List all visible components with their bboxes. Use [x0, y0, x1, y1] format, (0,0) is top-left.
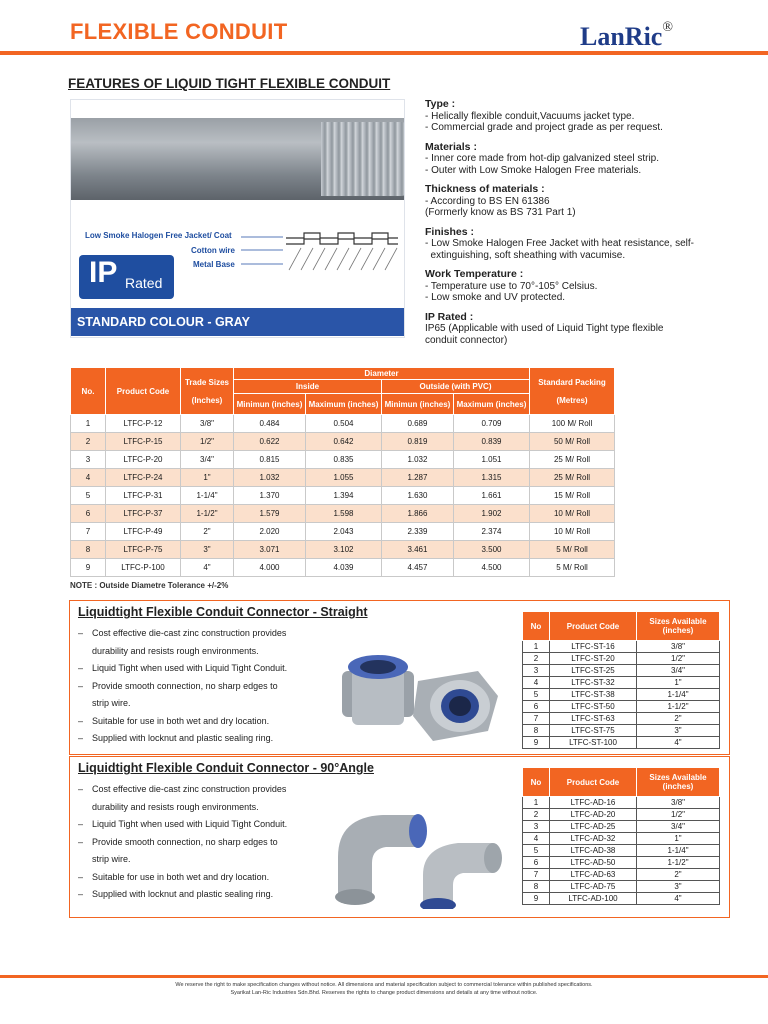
footer-divider: [0, 975, 768, 978]
table-cell: LTFC-AD-100: [550, 893, 637, 905]
bullet-item: –Liquid Tight when used with Liquid Tight Conduit.: [78, 663, 288, 673]
bullet-item: –Suitable for use in both wet and dry location.: [78, 715, 270, 726]
table-cell: LTFC-AD-50: [550, 857, 637, 869]
table-cell: 4": [181, 559, 234, 577]
col-no: No: [523, 612, 550, 641]
spec-line: - Temperature use to 70°-105° Celsius.: [425, 280, 598, 292]
spec-line: - According to BS EN 61386: [425, 195, 550, 207]
table-cell: 3/4": [637, 821, 720, 833]
table-cell: LTFC-P-100: [106, 559, 181, 577]
table-cell: 0.835: [305, 451, 381, 469]
table-cell: 0.622: [234, 433, 306, 451]
col-inside: Inside: [234, 380, 382, 394]
table-cell: 100 M/ Roll: [530, 415, 615, 433]
table-cell: 3/8": [637, 641, 720, 653]
table-cell: 4.457: [381, 559, 453, 577]
col-product-code: Product Code: [550, 612, 637, 641]
spec-heading: Finishes :: [425, 225, 475, 238]
table-cell: 6: [523, 701, 550, 713]
spec-line: - Helically flexible conduit,Vacuums jacket type.: [425, 110, 635, 122]
table-row: [523, 677, 720, 689]
col-no: No: [523, 768, 550, 797]
table-cell: 1: [523, 641, 550, 653]
bullet-item: strip wire.: [92, 854, 131, 864]
table-cell: 0.484: [234, 415, 306, 433]
table-cell: 4.500: [453, 559, 529, 577]
table-row: [71, 505, 615, 523]
table-cell: 1.579: [234, 505, 306, 523]
table-row: [71, 523, 615, 541]
table-cell: 4": [637, 737, 720, 749]
table-cell: 1/2": [637, 809, 720, 821]
table-cell: 3/4": [181, 451, 234, 469]
table-cell: LTFC-P-24: [106, 469, 181, 487]
table-cell: 3: [523, 665, 550, 677]
table-cell: 8: [71, 541, 106, 559]
table-cell: 1: [523, 797, 550, 809]
table-row: [523, 881, 720, 893]
col-outside-min: Minimun (inches): [381, 394, 453, 415]
spec-heading: Type :: [425, 98, 456, 110]
spec-line: IP65 (Applicable with used of Liquid Tight type flexible: [425, 323, 664, 334]
table-cell: 1/2": [181, 433, 234, 451]
table-cell: 1.902: [453, 505, 529, 523]
table-cell: 0.642: [305, 433, 381, 451]
table-cell: LTFC-AD-25: [550, 821, 637, 833]
spec-heading: Thickness of materials :: [425, 183, 545, 195]
table-cell: 8: [523, 725, 550, 737]
table-cell: 1.370: [234, 487, 306, 505]
bullet-item: –Cost effective die-cast zinc construction provides: [78, 628, 287, 638]
tolerance-note: NOTE : Outside Diametre Tolerance +/-2%: [70, 581, 229, 590]
bullet-item: –Suitable for use in both wet and dry location.: [78, 871, 270, 882]
table-cell: 7: [523, 869, 550, 881]
table-cell: 4: [523, 677, 550, 689]
spec-line: conduit connector): [425, 334, 508, 346]
table-row: [523, 833, 720, 845]
table-cell: 3.500: [453, 541, 529, 559]
spec-list: [425, 99, 745, 354]
table-cell: 5: [523, 845, 550, 857]
table-cell: LTFC-P-75: [106, 541, 181, 559]
bullet-item: –Provide smooth connection, no sharp edges to: [78, 836, 278, 847]
table-cell: 3": [181, 541, 234, 559]
straight-size-table: [522, 611, 720, 749]
bullet-item: strip wire.: [92, 698, 131, 708]
table-cell: 1.630: [381, 487, 453, 505]
table-row: [523, 653, 720, 665]
table-cell: 1.051: [453, 451, 529, 469]
col-inside-max: Maximum (inches): [305, 394, 381, 415]
table-cell: 3": [637, 725, 720, 737]
table-cell: 0.504: [305, 415, 381, 433]
table-cell: 1.055: [305, 469, 381, 487]
table-cell: 1": [637, 677, 720, 689]
col-sizes: Sizes Available (inches): [637, 612, 720, 641]
table-cell: 9: [71, 559, 106, 577]
table-row: [523, 797, 720, 809]
straight-section-title: Liquidtight Flexible Conduit Connector - Straight: [78, 605, 368, 619]
table-cell: 5: [71, 487, 106, 505]
table-cell: LTFC-ST-100: [550, 737, 637, 749]
table-cell: 15 M/ Roll: [530, 487, 615, 505]
table-cell: 1": [637, 833, 720, 845]
table-row: [523, 701, 720, 713]
table-cell: 25 M/ Roll: [530, 469, 615, 487]
table-cell: 3/8": [181, 415, 234, 433]
table-cell: 0.709: [453, 415, 529, 433]
table-cell: 4: [71, 469, 106, 487]
table-cell: LTFC-AD-20: [550, 809, 637, 821]
footer-disclaimer: We reserve the right to make specification changes without notice. All dimensions and material specification subject to commercial tolerance within published specifications.: [175, 982, 593, 988]
table-row: [523, 893, 720, 905]
table-cell: 1-1/2": [181, 505, 234, 523]
table-cell: 1.287: [381, 469, 453, 487]
table-row: [523, 689, 720, 701]
table-cell: 8: [523, 881, 550, 893]
spec-block: [425, 99, 745, 134]
table-cell: 9: [523, 737, 550, 749]
table-row: [523, 869, 720, 881]
straight-connector-section: [69, 600, 730, 755]
table-cell: 4.000: [234, 559, 306, 577]
table-cell: LTFC-P-12: [106, 415, 181, 433]
table-cell: LTFC-ST-20: [550, 653, 637, 665]
table-row: [71, 415, 615, 433]
table-cell: 1-1/4": [637, 689, 720, 701]
col-trade-sizes: Trade Sizes (Inches): [181, 368, 234, 415]
table-row: [523, 857, 720, 869]
table-cell: 1.394: [305, 487, 381, 505]
table-cell: 4.039: [305, 559, 381, 577]
conduit-image-panel: [70, 99, 405, 338]
table-cell: 0.689: [381, 415, 453, 433]
bullet-item: –Provide smooth connection, no sharp edges to: [78, 680, 278, 691]
spec-block: [425, 184, 745, 219]
straight-bullets: [78, 625, 287, 748]
angle-bullets: [78, 781, 287, 904]
table-cell: 10 M/ Roll: [530, 505, 615, 523]
angle-connector-section: [69, 756, 730, 918]
table-cell: 1.032: [234, 469, 306, 487]
table-cell: 1": [181, 469, 234, 487]
table-cell: 10 M/ Roll: [530, 523, 615, 541]
bullet-item: –Supplied with locknut and plastic sealing ring.: [78, 733, 274, 743]
table-cell: 2: [523, 809, 550, 821]
table-cell: 3/4": [637, 665, 720, 677]
table-cell: 1-1/4": [181, 487, 234, 505]
layer-label-metal: Metal Base: [193, 260, 235, 269]
bullet-item: –Supplied with locknut and plastic sealing ring.: [78, 889, 274, 899]
col-inside-min: Minimun (inches): [234, 394, 306, 415]
spec-block: [425, 142, 745, 177]
table-cell: 2": [637, 869, 720, 881]
spec-block: [425, 269, 745, 304]
spec-line: - Inner core made from hot-dip galvanized steel strip.: [425, 153, 659, 164]
table-cell: 2.339: [381, 523, 453, 541]
table-cell: 1/2": [637, 653, 720, 665]
ip-rated-badge: IP Rated: [79, 255, 174, 299]
table-cell: LTFC-AD-16: [550, 797, 637, 809]
table-cell: 3: [523, 821, 550, 833]
table-cell: 4: [523, 833, 550, 845]
table-cell: 9: [523, 893, 550, 905]
table-cell: 1.598: [305, 505, 381, 523]
table-cell: 1-1/2": [637, 857, 720, 869]
layer-diagram: [241, 230, 401, 276]
angle-size-table: [522, 767, 720, 905]
bullet-item: –Liquid Tight when used with Liquid Tight Conduit.: [78, 819, 288, 829]
table-cell: 3": [637, 881, 720, 893]
table-cell: LTFC-ST-16: [550, 641, 637, 653]
table-row: [523, 725, 720, 737]
brand-logo: LanRic®: [580, 20, 673, 51]
table-cell: LTFC-P-15: [106, 433, 181, 451]
table-row: [523, 821, 720, 833]
layer-label-jacket: Low Smoke Halogen Free Jacket/ Coat: [85, 231, 232, 240]
table-cell: 3.102: [305, 541, 381, 559]
table-row: [71, 433, 615, 451]
spec-line: - Outer with Low Smoke Halogen Free materials.: [425, 164, 642, 176]
spec-block: [425, 312, 745, 347]
table-cell: 2.374: [453, 523, 529, 541]
table-cell: LTFC-AD-32: [550, 833, 637, 845]
table-cell: 0.839: [453, 433, 529, 451]
table-cell: 5 M/ Roll: [530, 559, 615, 577]
table-cell: 3.071: [234, 541, 306, 559]
table-row: [71, 559, 615, 577]
table-cell: LTFC-AD-38: [550, 845, 637, 857]
layer-label-cotton: Cotton wire: [191, 246, 235, 255]
table-cell: 1.032: [381, 451, 453, 469]
table-cell: LTFC-AD-63: [550, 869, 637, 881]
col-diameter: Diameter: [234, 368, 530, 380]
table-cell: 3/8": [637, 797, 720, 809]
bullet-item: –Cost effective die-cast zinc construction provides: [78, 784, 287, 794]
table-cell: LTFC-AD-75: [550, 881, 637, 893]
col-sizes: Sizes Available (inches): [637, 768, 720, 797]
table-cell: 1: [71, 415, 106, 433]
table-row: [523, 845, 720, 857]
table-cell: 4": [637, 893, 720, 905]
table-cell: LTFC-ST-63: [550, 713, 637, 725]
table-cell: 1-1/2": [637, 701, 720, 713]
table-cell: 3: [71, 451, 106, 469]
table-row: [71, 469, 615, 487]
conduit-metal-core: [321, 122, 405, 196]
col-product-code: Product Code: [550, 768, 637, 797]
table-row: [71, 451, 615, 469]
table-row: [71, 541, 615, 559]
spec-line: - Commercial grade and project grade as per request.: [425, 122, 663, 133]
table-cell: LTFC-ST-50: [550, 701, 637, 713]
header-divider: [0, 51, 768, 55]
features-heading: FEATURES OF LIQUID TIGHT FLEXIBLE CONDUIT: [68, 76, 391, 91]
angle-section-title: Liquidtight Flexible Conduit Connector - 90°Angle: [78, 761, 374, 775]
table-cell: LTFC-P-20: [106, 451, 181, 469]
spec-heading: Work Temperature :: [425, 268, 524, 280]
table-cell: 5: [523, 689, 550, 701]
bullet-item: durability and resists rough environments.: [92, 645, 259, 656]
spec-line: (Formerly know as BS 731 Part 1): [425, 207, 576, 218]
table-cell: LTFC-ST-75: [550, 725, 637, 737]
table-cell: 6: [523, 857, 550, 869]
spec-block: [425, 227, 745, 262]
table-row: [523, 641, 720, 653]
table-cell: 25 M/ Roll: [530, 451, 615, 469]
table-row: [523, 809, 720, 821]
table-cell: LTFC-ST-38: [550, 689, 637, 701]
table-cell: LTFC-P-37: [106, 505, 181, 523]
spec-line: - Low smoke and UV protected.: [425, 292, 566, 303]
table-cell: 7: [71, 523, 106, 541]
angle-connector-photo: [328, 797, 508, 909]
col-packing: Standard Packing (Metres): [530, 368, 615, 415]
table-cell: 1.661: [453, 487, 529, 505]
table-cell: 0.815: [234, 451, 306, 469]
table-cell: 2.020: [234, 523, 306, 541]
table-cell: 7: [523, 713, 550, 725]
table-cell: LTFC-P-49: [106, 523, 181, 541]
table-cell: 0.819: [381, 433, 453, 451]
table-cell: 50 M/ Roll: [530, 433, 615, 451]
spec-line: extinguishing, soft sheathing with vacumise.: [425, 249, 626, 261]
col-outside: Outside (with PVC): [381, 380, 529, 394]
spec-heading: IP Rated :: [425, 310, 474, 323]
bullet-item: durability and resists rough environments.: [92, 801, 259, 812]
spec-heading: Materials :: [425, 140, 477, 153]
table-row: [523, 665, 720, 677]
table-cell: 1.866: [381, 505, 453, 523]
spec-line: - Low Smoke Halogen Free Jacket with heat resistance, self-: [425, 238, 695, 249]
straight-connector-photo: [338, 641, 508, 749]
table-row: [523, 737, 720, 749]
table-cell: 2": [637, 713, 720, 725]
col-no: No.: [71, 368, 106, 415]
table-cell: 1.315: [453, 469, 529, 487]
table-cell: 2.043: [305, 523, 381, 541]
col-product-code: Product Code: [106, 368, 181, 415]
table-cell: 2: [71, 433, 106, 451]
table-cell: LTFC-ST-25: [550, 665, 637, 677]
page-title: FLEXIBLE CONDUIT: [70, 19, 288, 44]
table-row: [523, 713, 720, 725]
table-row: [71, 487, 615, 505]
table-cell: 5 M/ Roll: [530, 541, 615, 559]
table-cell: 2: [523, 653, 550, 665]
table-cell: 1-1/4": [637, 845, 720, 857]
table-cell: LTFC-ST-32: [550, 677, 637, 689]
standard-colour-bar: STANDARD COLOUR - GRAY: [71, 308, 404, 336]
table-cell: 2": [181, 523, 234, 541]
table-cell: 3.461: [381, 541, 453, 559]
table-cell: 6: [71, 505, 106, 523]
footer-rights: Syarikat Lan-Ric Industries Sdn.Bhd. Reserves the rights to change product dimensions and details at any time without notice.: [230, 990, 538, 996]
table-cell: LTFC-P-31: [106, 487, 181, 505]
conduit-spec-table: [70, 367, 615, 577]
col-outside-max: Maximum (inches): [453, 394, 529, 415]
